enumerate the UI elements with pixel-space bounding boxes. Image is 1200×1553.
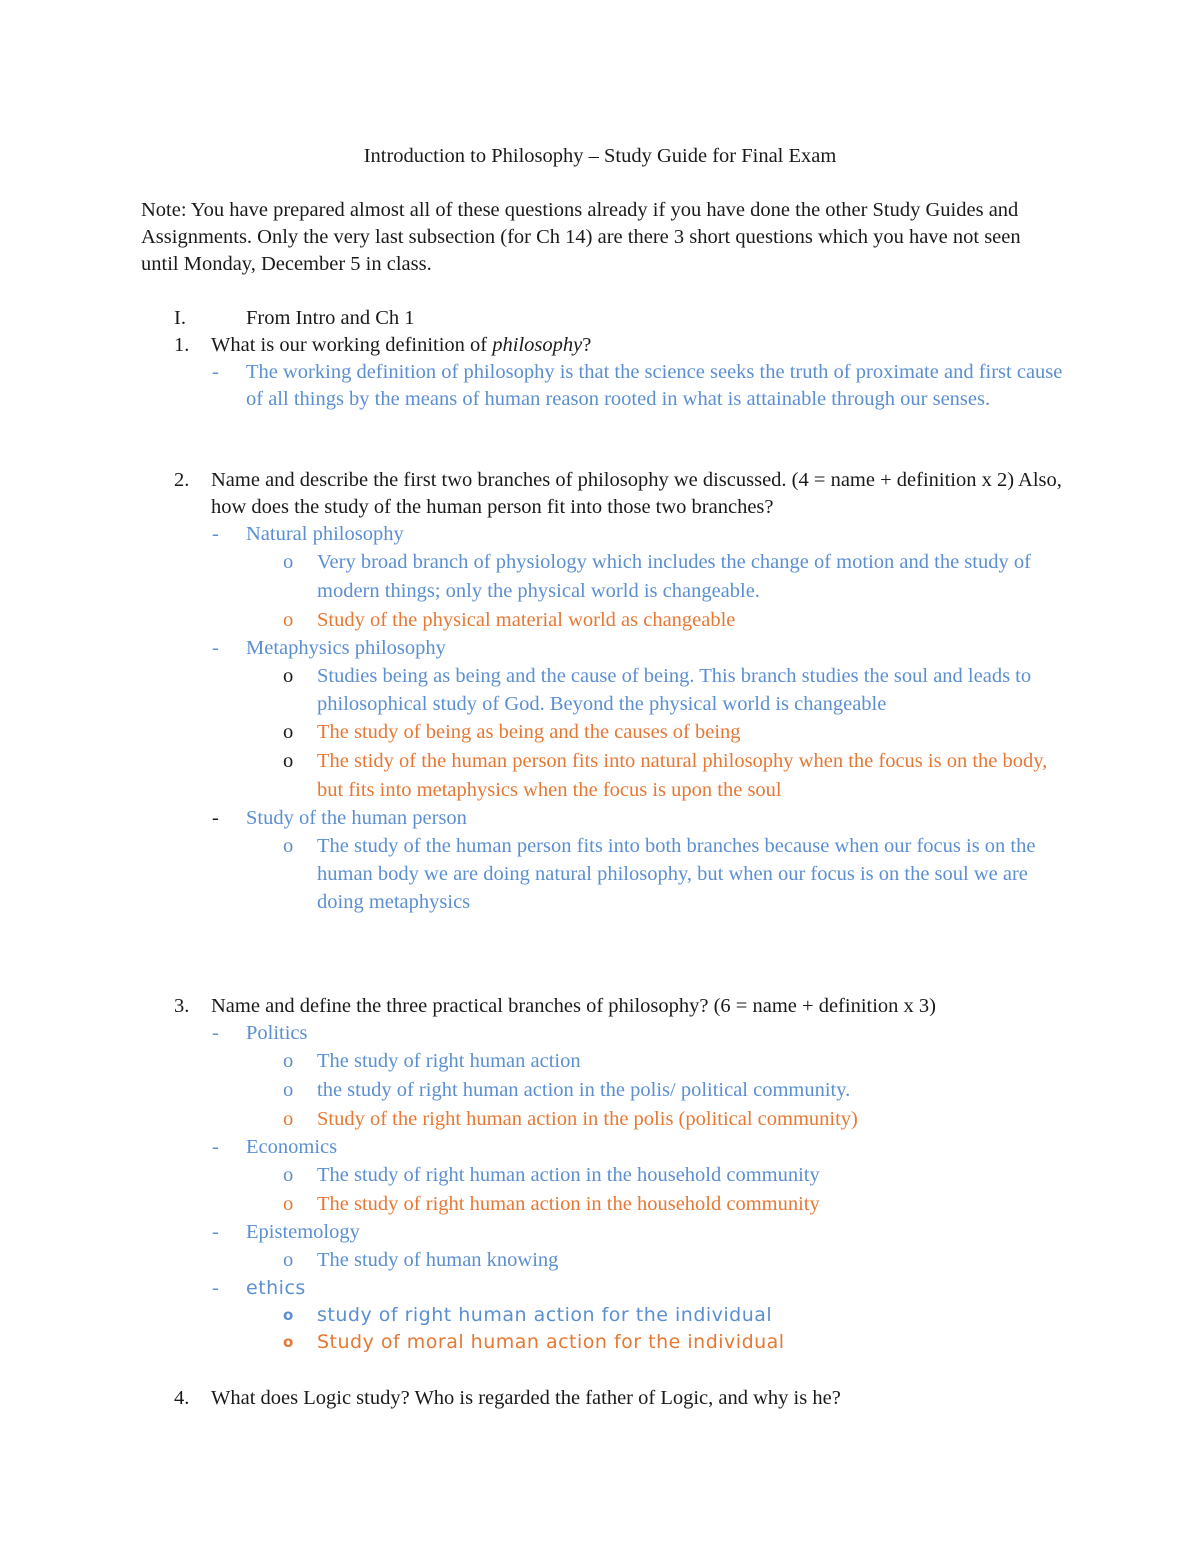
list-item: o Study of the right human action in the polis (political community): [174, 1105, 1074, 1134]
dash-bullet: -: [212, 523, 219, 545]
circle-bullet: o: [283, 1333, 294, 1351]
circle-bullet: o: [283, 551, 294, 573]
branch-label: ethics: [246, 1277, 306, 1299]
list-item: [174, 805, 1074, 832]
branch-label: Economics: [246, 1136, 338, 1158]
list-item: o Very broad branch of physiology which includes the change of motion and the study of modern things; only the physical world is changeable.: [174, 548, 1074, 606]
branch-label: Study of the human person: [246, 807, 467, 829]
section-numeral: I.: [174, 307, 186, 329]
list-item: o The study of the human person fits into both branches because when our focus is on the human body we are doing natural philosophy, but when our focus is on the soul we are doing metaphysics: [174, 832, 1074, 916]
list-item: o The stidy of the human person fits into natural philosophy when the focus is on the body, but fits into metaphysics when the focus is upon the soul: [174, 747, 1074, 805]
list-item: [174, 1219, 1074, 1246]
list-item: o the study of right human action in the polis/ political community.: [174, 1076, 1074, 1105]
question-1: [174, 332, 1074, 413]
dash-bullet: -: [212, 361, 219, 383]
branch-label: Epistemology: [246, 1221, 360, 1243]
question-4: [174, 1385, 1074, 1412]
list-item: [174, 635, 1074, 662]
circle-bullet: o: [283, 835, 294, 857]
sub-list: [174, 1047, 1074, 1134]
question-number: 3.: [174, 995, 190, 1017]
circle-bullet: o: [283, 1108, 294, 1130]
branch-label: Politics: [246, 1022, 308, 1044]
circle-bullet: o: [283, 1249, 294, 1271]
circle-bullet: o: [283, 1079, 294, 1101]
circle-bullet: o: [283, 1050, 294, 1072]
list-item: o The study of right human action in the household community: [174, 1161, 1074, 1190]
list-item: o The study of being as being and the causes of being: [174, 718, 1074, 747]
sub-list: [174, 832, 1074, 916]
section-title: From Intro and Ch 1: [246, 307, 415, 329]
list-item: o Study of the physical material world as changeable: [174, 606, 1074, 635]
sub-list: [174, 1161, 1074, 1219]
answer-list: [174, 1219, 1074, 1246]
answer-list: [174, 805, 1074, 832]
circle-bullet: o: [283, 665, 294, 687]
answer-list: [174, 359, 1074, 413]
answer-list: [174, 1275, 1074, 1302]
branch-label: Metaphysics philosophy: [246, 637, 446, 659]
question-number: 4.: [174, 1387, 190, 1409]
circle-bullet: o: [283, 750, 294, 772]
question-3: [174, 993, 1074, 1356]
sub-list: [174, 662, 1074, 805]
circle-bullet: o: [283, 1193, 294, 1215]
question-text: What is our working definition of philosophy?: [211, 334, 592, 356]
list-item: o study of right human action for the individual: [174, 1302, 1074, 1329]
list-item: [174, 1275, 1074, 1302]
list-item: o Study of moral human action for the individual: [174, 1329, 1074, 1356]
sub-list: [174, 548, 1074, 635]
section-heading: [174, 305, 1074, 332]
list-item: - The working definition of philosophy is that the science seeks the truth of proximate and first cause of all things by the means of human reason rooted in what is attainable through our senses.: [212, 361, 1063, 410]
dash-bullet: -: [212, 1136, 219, 1158]
document-title: Introduction to Philosophy – Study Guide for Final Exam: [363, 145, 837, 167]
answer-list: [174, 1134, 1074, 1161]
circle-bullet: o: [283, 609, 294, 631]
question-number: 2.: [174, 469, 190, 491]
circle-bullet: o: [283, 1164, 294, 1186]
question-2: [174, 467, 1074, 916]
circle-bullet: o: [283, 1306, 294, 1324]
list-item: o The study of right human action in the household community: [174, 1190, 1074, 1219]
list-item: o Studies being as being and the cause of being. This branch studies the soul and leads to philosophical study of God. Beyond the physical world is changeable: [174, 662, 1074, 718]
answer-list: [174, 521, 1074, 548]
sub-list: [174, 1302, 1074, 1356]
italic-term: philosophy: [492, 334, 583, 356]
branch-label: Natural philosophy: [246, 523, 404, 545]
sub-list: [174, 1246, 1074, 1275]
question-text: Name and define the three practical branches of philosophy? (6 = name + definition x 3): [211, 995, 936, 1017]
dash-bullet: -: [212, 1221, 219, 1243]
list-item: o The study of right human action: [174, 1047, 1074, 1076]
intro-note: Note: You have prepared almost all of these questions already if you have done the other Study Guides and Assignments. Only the very last subsection (for Ch 14) are there 3 short questions which you have not seen until Monday, December 5 in class.: [141, 199, 1021, 275]
question-number: 1.: [174, 334, 190, 356]
list-item: [174, 1134, 1074, 1161]
answer-list: [174, 635, 1074, 662]
circle-bullet: o: [283, 721, 294, 743]
dash-bullet: -: [212, 1277, 219, 1299]
question-text: What does Logic study? Who is regarded the father of Logic, and why is he?: [211, 1387, 841, 1409]
dash-bullet: -: [212, 807, 219, 829]
dash-bullet: -: [212, 1022, 219, 1044]
dash-bullet: -: [212, 637, 219, 659]
list-item: [174, 1020, 1074, 1047]
question-text: Name and describe the first two branches of philosophy we discussed. (4 = name + definition x 2) Also, how does the study of the human person fit into those two branches?: [211, 469, 1062, 518]
answer-list: [174, 1020, 1074, 1047]
list-item: o The study of human knowing: [174, 1246, 1074, 1275]
list-item: [174, 521, 1074, 548]
